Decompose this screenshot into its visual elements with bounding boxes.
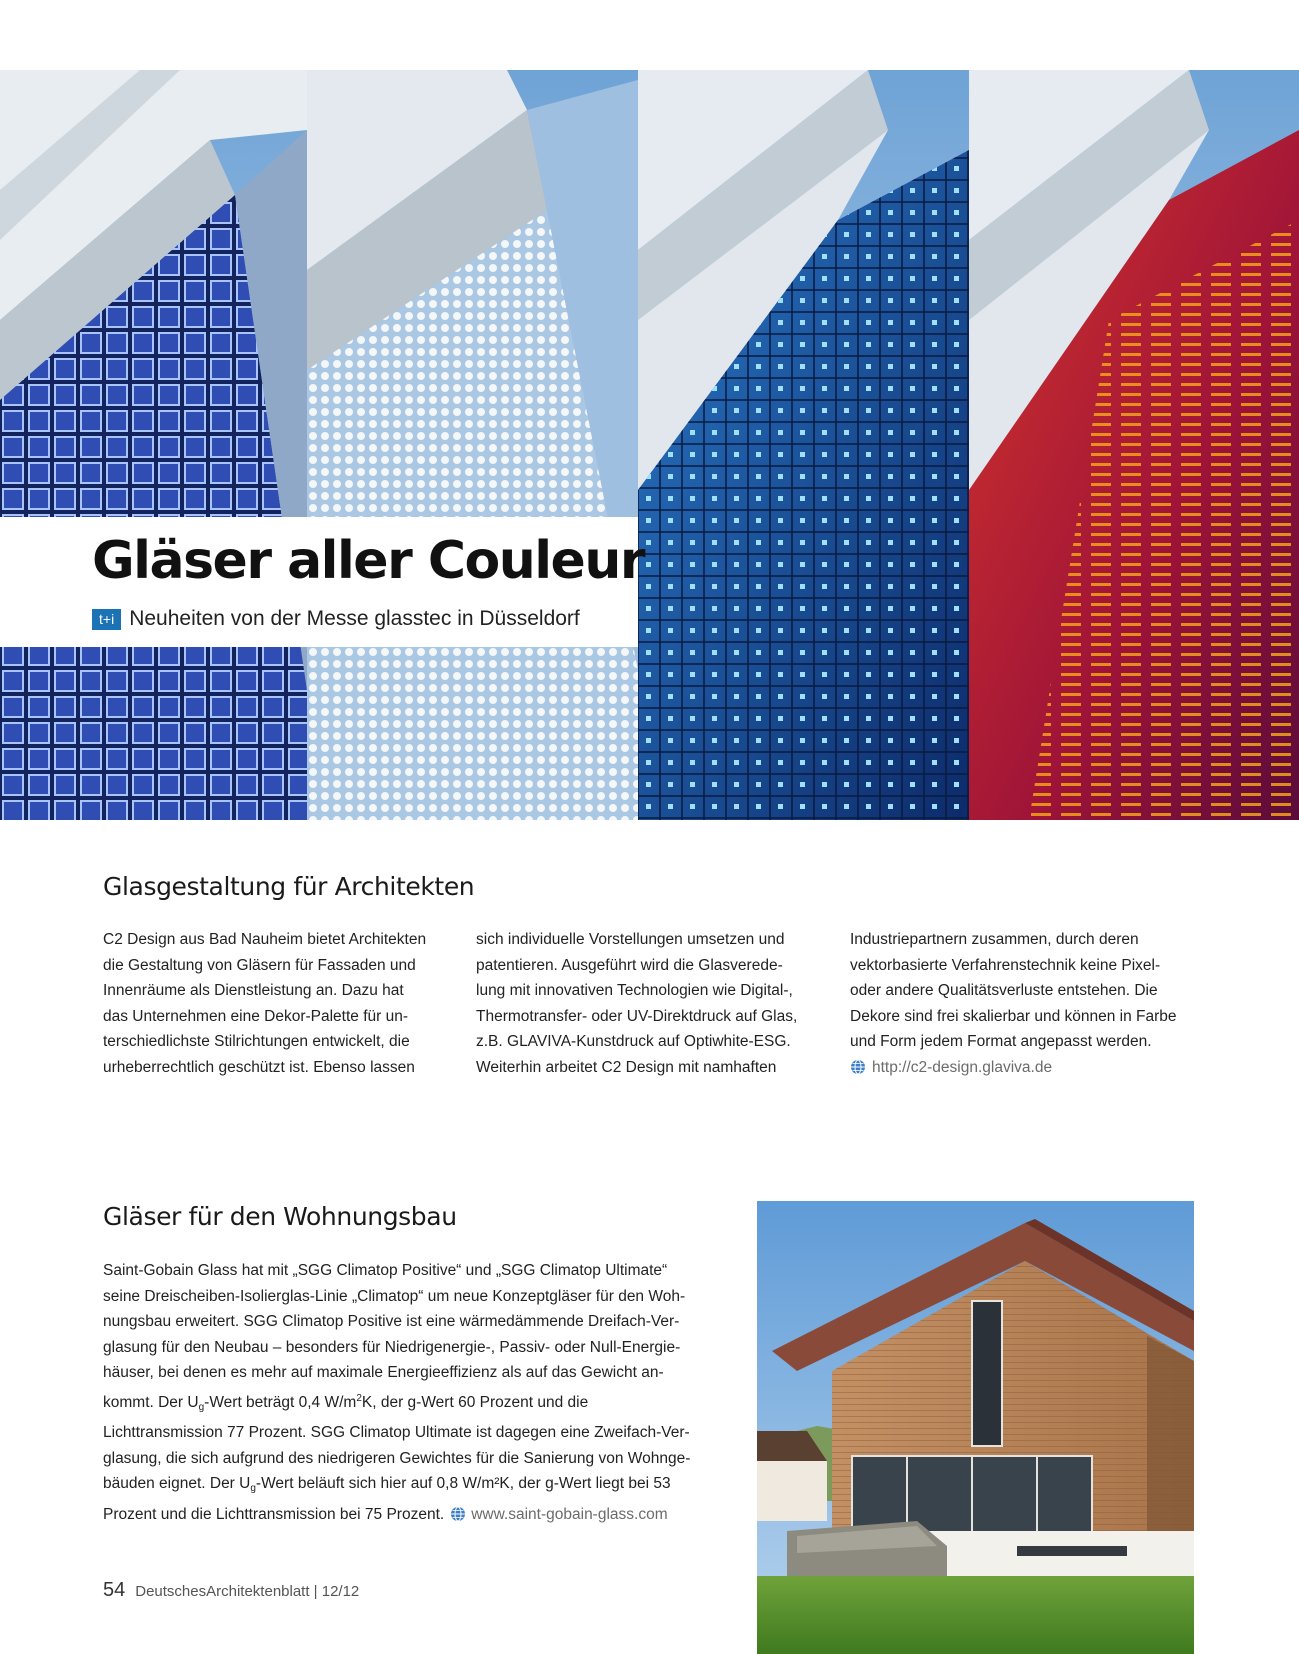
title-box	[0, 517, 644, 647]
c2-design-link[interactable]	[850, 1055, 1205, 1081]
text-line	[103, 1502, 743, 1528]
text-line: Saint-Gobain Glass hat mit „SGG Climatop Positive“ und „SGG Climatop Ultimate“	[103, 1262, 668, 1279]
text-line: patentieren. Ausgeführt wird die Glasverede-	[476, 956, 783, 974]
text-fragment: Prozent und die Lichttransmission bei 75 Prozent.	[103, 1505, 445, 1523]
facade-photo-red-glass	[969, 70, 1299, 820]
house-photo	[757, 1201, 1194, 1654]
page-number: 54	[103, 1579, 126, 1601]
facade-photo-dotted-glass	[307, 70, 638, 820]
page-footer	[103, 1579, 359, 1602]
c2-design-link-text[interactable]: http://c2-design.glaviva.de	[872, 1058, 1053, 1076]
superscript: 2	[356, 1392, 362, 1404]
text-line: Lichttransmission 77 Prozent. SGG Climatop Ultimate ist dagegen eine Zweifach-Ver-	[103, 1424, 690, 1441]
text-line: Dekore sind frei skalierbar und können in Farbe	[850, 1007, 1177, 1025]
article2-heading: Gläser für den Wohnungsbau	[103, 1202, 457, 1231]
text-line: seine Dreischeiben-Isolierglas-Linie „Climatop“ um neue Konzeptgläser für den Woh-	[103, 1287, 686, 1305]
saint-gobain-link-text[interactable]: www.saint-gobain-glass.com	[471, 1505, 668, 1523]
subscript: g	[250, 1483, 256, 1494]
text-line: vektorbasierte Verfahrenstechnik keine Pixel-	[850, 956, 1161, 974]
text-line: sich individuelle Vorstellungen umsetzen und	[476, 931, 785, 948]
text-line: Innenräume als Dienstleistung an. Dazu hat	[103, 982, 404, 999]
text-line: nungsbau erweitert. SGG Climatop Positive ist eine wärmedämmende Dreifach-Ver-	[103, 1313, 680, 1330]
hero-photo-strip	[0, 70, 1299, 820]
subtitle-row	[92, 607, 580, 631]
facade-photo-blue-grid	[0, 70, 307, 820]
text-fragment: K, der g-Wert 60 Prozent und die	[361, 1393, 589, 1411]
text-line: häuser, bei denen es mehr auf maximale Energieeffizienz als auf das Gewicht an-	[103, 1364, 664, 1381]
article1-column-2	[476, 927, 831, 1080]
text-line: Thermotransfer- oder UV-Direktdruck auf Glas,	[476, 1007, 798, 1025]
saint-gobain-link[interactable]	[450, 1502, 667, 1528]
text-line	[103, 1386, 743, 1421]
text-line: die Gestaltung von Gläsern für Fassaden und	[103, 956, 416, 974]
globe-icon	[450, 1506, 466, 1522]
text-line: glasung für den Neubau – besonders für Niedrigenergie-, Passiv- oder Null-Energie-	[103, 1338, 681, 1356]
text-line: Industriepartnern zusammen, durch deren	[850, 931, 1139, 948]
globe-icon	[850, 1059, 866, 1075]
magazine-issue: DeutschesArchitektenblatt | 12/12	[135, 1583, 360, 1600]
article1-column-1	[103, 927, 458, 1080]
article1-column-3	[850, 927, 1205, 1080]
section-tag: t+i	[92, 609, 121, 630]
text-line: das Unternehmen eine Dekor-Palette für un-	[103, 1007, 408, 1025]
text-fragment: kommt. Der U	[103, 1393, 199, 1411]
subscript: g	[198, 1401, 205, 1413]
article1-heading: Glasgestaltung für Architekten	[103, 872, 475, 901]
text-fragment: bäuden eignet. Der U	[103, 1475, 251, 1492]
article-subtitle: Neuheiten von der Messe glasstec in Düsseldorf	[129, 607, 580, 630]
facade-photo-blue-glass	[638, 70, 969, 820]
article-title: Gläser aller Couleur	[92, 531, 644, 591]
text-fragment: -Wert beträgt 0,4 W/m	[204, 1393, 357, 1411]
text-line: Weiterhin arbeitet C2 Design mit namhaften	[476, 1058, 777, 1076]
text-line: urheberrechtlich geschützt ist. Ebenso lassen	[103, 1058, 415, 1076]
text-line: und Form jedem Format angepasst werden.	[850, 1033, 1152, 1050]
text-line: z.B. GLAVIVA-Kunstdruck auf Optiwhite-ESG.	[476, 1033, 791, 1050]
text-line: terschiedlichste Stilrichtungen entwickelt, die	[103, 1033, 410, 1050]
text-line	[103, 1471, 743, 1502]
text-fragment: -Wert beläuft sich hier auf 0,8 W/m²K, der g-Wert liegt bei 53	[255, 1475, 671, 1492]
text-line: C2 Design aus Bad Nauheim bietet Architekten	[103, 931, 427, 948]
text-line: glasung, die sich aufgrund des niedrigeren Gewichtes für die Sanierung von Wohnge-	[103, 1449, 691, 1467]
text-line: oder andere Qualitätsverluste entstehen. Die	[850, 982, 1158, 999]
text-line: lung mit innovativen Technologien wie Digital-,	[476, 982, 793, 999]
article2-body	[103, 1258, 743, 1527]
